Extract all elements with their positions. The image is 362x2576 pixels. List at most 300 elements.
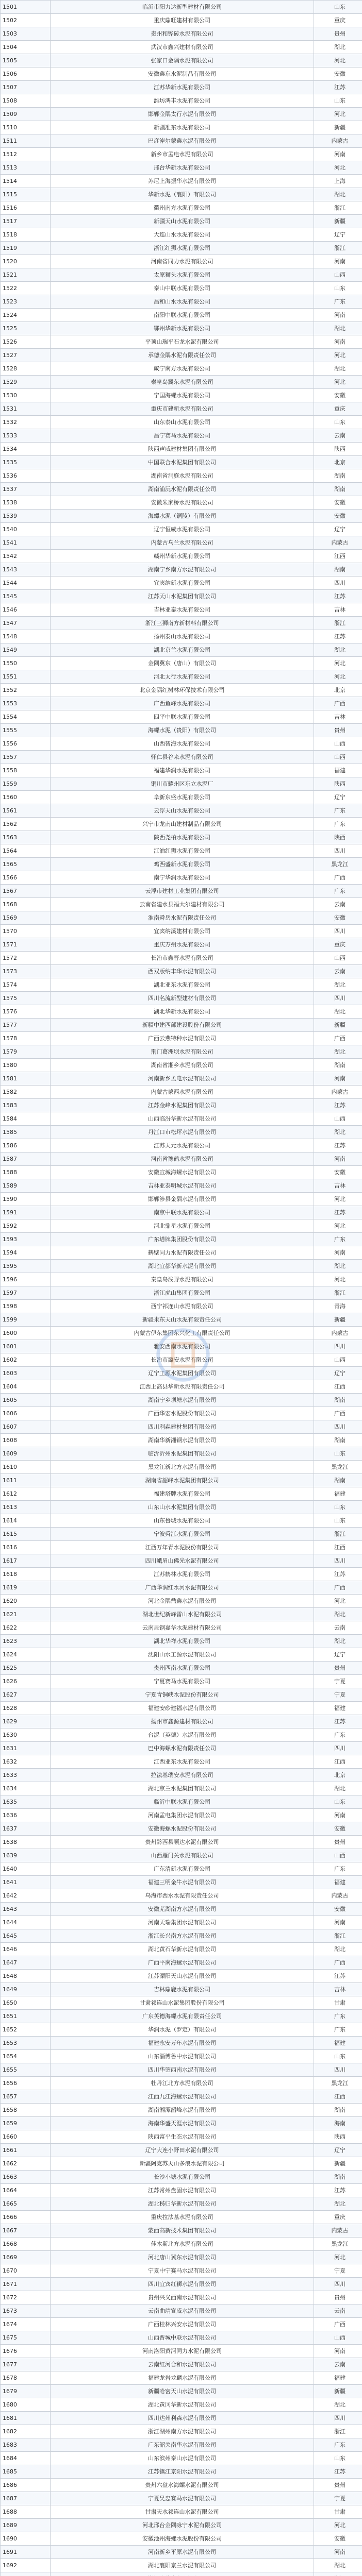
table-row xyxy=(1,322,362,335)
province-cell: 海南 xyxy=(314,2117,362,2130)
row-number-cell: 1671 xyxy=(1,2278,51,2291)
row-number-cell: 1682 xyxy=(1,2425,51,2438)
province-cell: 广西 xyxy=(314,871,362,885)
province-cell: 四川 xyxy=(314,925,362,938)
row-number-cell: 1549 xyxy=(1,643,51,657)
table-row xyxy=(1,590,362,603)
table-row xyxy=(1,965,362,978)
province-cell: 山东 xyxy=(314,282,362,295)
row-number-cell: 1653 xyxy=(1,2037,51,2050)
table-row xyxy=(1,1300,362,1313)
province-cell: 云南 xyxy=(314,2358,362,2371)
company-name-cell: 云浮市建材工业集团有限公司 xyxy=(51,885,314,898)
row-number-cell: 1595 xyxy=(1,1260,51,1273)
row-number-cell: 1519 xyxy=(1,242,51,255)
company-name-cell: 福建安砂建福水泥有限公司 xyxy=(51,1702,314,1715)
table-row xyxy=(1,2291,362,2304)
company-name-cell: 内蒙古蒙西水泥有限公司 xyxy=(51,1086,314,1099)
province-cell: 福建 xyxy=(314,764,362,777)
company-name-cell: 贵州黔西县顺达水泥有限公司 xyxy=(51,1836,314,1849)
row-number-cell: 1649 xyxy=(1,1983,51,1996)
company-name-cell: 巴彦淖尔蒙鑫水泥有限公司 xyxy=(51,134,314,148)
row-number-cell: 1573 xyxy=(1,965,51,978)
province-cell: 辽宁 xyxy=(314,228,362,242)
row-number-cell: 1661 xyxy=(1,2144,51,2157)
row-number-cell: 1614 xyxy=(1,1514,51,1528)
province-cell: 云南 xyxy=(314,2304,362,2318)
table-row xyxy=(1,2184,362,2197)
province-cell: 湖南 xyxy=(314,483,362,496)
company-name-cell: 牡丹江北方水泥有限公司 xyxy=(51,2077,314,2090)
table-row xyxy=(1,81,362,94)
company-name-cell: 江苏常州盘固水泥有限公司 xyxy=(51,2184,314,2197)
row-number-cell: 1545 xyxy=(1,590,51,603)
table-row xyxy=(1,1005,362,1019)
row-number-cell: 1690 xyxy=(1,2532,51,2546)
province-cell: 江苏 xyxy=(314,81,362,94)
row-number-cell: 1523 xyxy=(1,295,51,309)
row-number-cell: 1587 xyxy=(1,1153,51,1166)
table-row xyxy=(1,389,362,402)
row-number-cell: 1553 xyxy=(1,697,51,710)
table-row xyxy=(1,617,362,630)
province-cell: 江苏 xyxy=(314,2184,362,2197)
table-row xyxy=(1,1889,362,1903)
province-cell: 湖南 xyxy=(314,1059,362,1072)
row-number-cell: 1611 xyxy=(1,1474,51,1487)
row-number-cell: 1517 xyxy=(1,215,51,228)
company-name-cell: 新疆哈密天山水泥有限公司 xyxy=(51,2385,314,2398)
table-row xyxy=(1,1929,362,1943)
province-cell: 广东 xyxy=(314,818,362,831)
table-row xyxy=(1,2171,362,2184)
table-row xyxy=(1,630,362,643)
company-name-cell: 浙江长兴南方水泥有限公司 xyxy=(51,1929,314,1943)
table-row xyxy=(1,1112,362,1126)
company-name-cell: 河南孟电集团水泥有限公司 xyxy=(51,1809,314,1822)
province-cell: 湖北 xyxy=(314,362,362,376)
row-number-cell: 1525 xyxy=(1,322,51,335)
row-number-cell: 1509 xyxy=(1,108,51,121)
table-row xyxy=(1,2345,362,2358)
row-number-cell: 1594 xyxy=(1,1246,51,1260)
table-row xyxy=(1,1822,362,1836)
table-row xyxy=(1,1782,362,1795)
company-name-cell: 湖北华祥水泥有限公司 xyxy=(51,1635,314,1648)
province-cell: 山西 xyxy=(314,737,362,751)
row-number-cell: 1604 xyxy=(1,1380,51,1394)
table-row xyxy=(1,2358,362,2371)
company-name-cell: 安徽池州海螺水泥股份有限公司 xyxy=(51,2532,314,2546)
row-number-cell: 1616 xyxy=(1,1541,51,1554)
row-number-cell: 1563 xyxy=(1,831,51,844)
province-cell: 山东 xyxy=(314,1447,362,1461)
province-cell: 河北 xyxy=(314,54,362,67)
table-row xyxy=(1,2050,362,2063)
province-cell: 重庆 xyxy=(314,14,362,27)
company-name-cell: 江苏镇江京阳水泥有限公司 xyxy=(51,2465,314,2479)
province-cell: 山东 xyxy=(314,1795,362,1809)
row-number-cell: 1583 xyxy=(1,1099,51,1112)
company-name-cell: 湖南湘潭韶峰水泥有限公司 xyxy=(51,2104,314,2117)
company-name-cell: 安徽朱家桥水泥有限公司 xyxy=(51,496,314,510)
province-cell: 河北 xyxy=(314,2251,362,2264)
company-name-cell: 张家口金隅水泥有限公司 xyxy=(51,54,314,67)
province-cell: 湖北 xyxy=(314,2559,362,2572)
row-number-cell: 1662 xyxy=(1,2157,51,2171)
table-row xyxy=(1,1876,362,1889)
row-number-cell: 1602 xyxy=(1,1353,51,1367)
province-cell: 山东 xyxy=(314,1501,362,1514)
row-number-cell: 1578 xyxy=(1,1032,51,1045)
company-name-cell: 重庆万州水泥有限公司 xyxy=(51,938,314,952)
table-row xyxy=(1,2130,362,2144)
province-cell: 河南 xyxy=(314,1809,362,1822)
row-number-cell: 1679 xyxy=(1,2385,51,2398)
table-row xyxy=(1,67,362,81)
province-cell: 湖北 xyxy=(314,188,362,201)
table-row xyxy=(1,148,362,161)
row-number-cell: 1574 xyxy=(1,978,51,992)
row-number-cell: 1550 xyxy=(1,657,51,670)
province-cell: 湖北 xyxy=(314,2398,362,2412)
table-row xyxy=(1,1662,362,1675)
table-row xyxy=(1,1394,362,1407)
province-cell: 山西 xyxy=(314,751,362,764)
province-cell: 山东 xyxy=(314,1,362,14)
province-cell: 内蒙古 xyxy=(314,2224,362,2238)
company-name-cell: 湖北世纪新峰雷山水泥有限公司 xyxy=(51,1608,314,1621)
province-cell: 湖北 xyxy=(314,1126,362,1139)
province-cell: 广东 xyxy=(314,1862,362,1876)
table-row xyxy=(1,2104,362,2117)
province-cell: 山东 xyxy=(314,416,362,429)
company-name-cell: 武汉市鑫兴建材有限公司 xyxy=(51,41,314,54)
table-row xyxy=(1,295,362,309)
table-row xyxy=(1,2385,362,2398)
company-name-cell: 秦皇岛冀东水泥有限公司 xyxy=(51,376,314,389)
province-cell: 江苏 xyxy=(314,2465,362,2479)
company-name-cell: 辽宁大连小野田水泥有限公司 xyxy=(51,2144,314,2157)
company-name-cell: 甘肃天水祁连山水泥有限公司 xyxy=(51,2505,314,2519)
row-number-cell: 1601 xyxy=(1,1340,51,1353)
province-cell: 浙江 xyxy=(314,201,362,215)
province-cell: 内蒙古 xyxy=(314,1327,362,1340)
row-number-cell: 1522 xyxy=(1,282,51,295)
table-row xyxy=(1,14,362,27)
province-cell: 湖南 xyxy=(314,1434,362,1447)
table-row xyxy=(1,1675,362,1688)
province-cell: 陕西 xyxy=(314,777,362,791)
table-row xyxy=(1,1755,362,1769)
row-number-cell: 1590 xyxy=(1,1193,51,1206)
table-row xyxy=(1,1983,362,1996)
table-row xyxy=(1,791,362,804)
province-cell: 湖北 xyxy=(314,1635,362,1648)
row-number-cell: 1540 xyxy=(1,523,51,536)
company-name-cell: 吉林亚泰水泥有限公司 xyxy=(51,603,314,617)
row-number-cell: 1666 xyxy=(1,2211,51,2224)
table-row xyxy=(1,978,362,992)
row-number-cell: 1620 xyxy=(1,1595,51,1608)
table-row xyxy=(1,1795,362,1809)
row-number-cell: 1561 xyxy=(1,804,51,818)
table-row xyxy=(1,1541,362,1554)
province-cell: 四川 xyxy=(314,1420,362,1434)
company-name-cell: 山东滨州泰山水泥有限公司 xyxy=(51,2452,314,2465)
row-number-cell: 1552 xyxy=(1,684,51,697)
province-cell: 宁夏 xyxy=(314,2264,362,2278)
company-name-cell: 北京金隅红树林环保技术有限公司 xyxy=(51,684,314,697)
row-number-cell: 1508 xyxy=(1,94,51,108)
table-row xyxy=(1,1286,362,1300)
row-number-cell: 1593 xyxy=(1,1233,51,1246)
company-name-cell: 平顶山瑞平石龙水泥有限公司 xyxy=(51,335,314,349)
company-name-cell: 云南曲靖宣威水泥有限公司 xyxy=(51,2304,314,2318)
row-number-cell: 1656 xyxy=(1,2077,51,2090)
company-name-cell: 江西亚东水泥有限公司 xyxy=(51,1755,314,1769)
company-name-cell: 江苏金峰水泥集团有限公司 xyxy=(51,1099,314,1112)
company-name-cell: 湖南省洞庭水泥有限公司 xyxy=(51,469,314,483)
company-name-cell: 安徽宣城海螺水泥有限公司 xyxy=(51,1166,314,1179)
company-name-cell: 宜宾纳溪建材有限公司 xyxy=(51,925,314,938)
company-name-cell: 广西华宏水泥股份有限公司 xyxy=(51,1407,314,1420)
company-name-cell: 湖北宜都华新水泥有限公司 xyxy=(51,1260,314,1273)
row-number-cell xyxy=(1,2572,51,2576)
row-number-cell: 1501 xyxy=(1,1,51,14)
table-row xyxy=(1,804,362,818)
row-number-cell: 1546 xyxy=(1,603,51,617)
province-cell: 江西 xyxy=(314,1541,362,1554)
province-cell: 山东 xyxy=(314,94,362,108)
row-number-cell: 1689 xyxy=(1,2519,51,2532)
company-name-cell: 宁夏吴忠赛马水泥有限公司 xyxy=(51,2492,314,2505)
table-row xyxy=(1,1246,362,1260)
company-name-cell: 长沙小塘水泥有限公司 xyxy=(51,2171,314,2184)
company-name-cell: 西宁祁连山水泥有限公司 xyxy=(51,1300,314,1313)
table-row xyxy=(1,1233,362,1246)
row-number-cell: 1556 xyxy=(1,737,51,751)
company-name-cell: 重庆拉法基水泥有限公司 xyxy=(51,2211,314,2224)
company-name-cell: 河南新乡孟电水泥有限公司 xyxy=(51,1072,314,1086)
row-number-cell: 1648 xyxy=(1,1970,51,1983)
company-name-cell: 浙江红狮水泥有限公司 xyxy=(51,242,314,255)
row-number-cell: 1534 xyxy=(1,443,51,456)
row-number-cell: 1639 xyxy=(1,1849,51,1862)
company-name-cell: 西双版纳丰华水泥有限公司 xyxy=(51,965,314,978)
company-name-cell: 四平中联水泥有限公司 xyxy=(51,710,314,724)
row-number-cell: 1520 xyxy=(1,255,51,268)
company-name-cell: 巴中海螺水泥有限责任公司 xyxy=(51,1742,314,1755)
province-cell: 江西 xyxy=(314,1380,362,1394)
company-name-cell: 广西云燕特种水泥有限公司 xyxy=(51,1032,314,1045)
table-row xyxy=(1,121,362,134)
province-cell: 陕西 xyxy=(314,2130,362,2144)
table-row xyxy=(1,215,362,228)
row-number-cell: 1576 xyxy=(1,1005,51,1019)
province-cell: 福建 xyxy=(314,1702,362,1715)
row-number-cell: 1518 xyxy=(1,228,51,242)
table-row xyxy=(1,335,362,349)
province-cell: 贵州 xyxy=(314,2479,362,2492)
province-cell: 湖北 xyxy=(314,643,362,657)
table-row xyxy=(1,911,362,925)
table-row xyxy=(1,952,362,965)
company-name-cell: 扬州泰山水泥有限公司 xyxy=(51,630,314,643)
company-name-cell: 福建永安万年水泥有限公司 xyxy=(51,2037,314,2050)
table-row xyxy=(1,1313,362,1327)
company-name-cell: 河北鼎星水泥有限公司 xyxy=(51,1219,314,1233)
table-row xyxy=(1,2331,362,2345)
company-name-cell: 苏尼上海振华水泥有限公司 xyxy=(51,175,314,188)
province-cell: 湖北 xyxy=(314,1782,362,1795)
table-row xyxy=(1,1474,362,1487)
company-name-cell: 宁夏中宁赛马水泥有限公司 xyxy=(51,2264,314,2278)
row-number-cell: 1585 xyxy=(1,1126,51,1139)
table-row xyxy=(1,1219,362,1233)
company-name-cell: 拉法基瑞安水泥有限公司 xyxy=(51,1769,314,1782)
province-cell: 北京 xyxy=(314,684,362,697)
table-row xyxy=(1,858,362,871)
table-row xyxy=(1,54,362,67)
province-cell: 吉林 xyxy=(314,603,362,617)
table-row xyxy=(1,818,362,831)
row-number-cell: 1606 xyxy=(1,1407,51,1420)
province-cell: 福建 xyxy=(314,1487,362,1501)
company-name-cell: 贵州兴义西南水泥有限公司 xyxy=(51,2291,314,2304)
province-cell: 福建 xyxy=(314,1876,362,1889)
row-number-cell: 1569 xyxy=(1,911,51,925)
table-row xyxy=(1,751,362,764)
company-name-cell: 河北唐山冀东水泥有限公司 xyxy=(51,2251,314,2264)
company-name-cell: 四川华蓥西南水泥有限公司 xyxy=(51,2063,314,2077)
province-cell: 广东 xyxy=(314,2010,362,2023)
row-number-cell: 1659 xyxy=(1,2117,51,2130)
table-row xyxy=(1,1193,362,1206)
province-cell: 湖南 xyxy=(314,1474,362,1487)
province-cell: 湖北 xyxy=(314,1005,362,1019)
province-cell: 贵州 xyxy=(314,27,362,41)
company-name-cell: 江苏鹤林水泥有限公司 xyxy=(51,1568,314,1581)
company-name-cell: 临沂沂州水泥集团有限公司 xyxy=(51,1447,314,1461)
province-cell: 河南 xyxy=(314,2345,362,2358)
company-name-cell: 华润水泥（罗定）有限公司 xyxy=(51,2023,314,2037)
province-cell: 河北 xyxy=(314,1273,362,1286)
company-name-cell: 河北邢台金隅咏宁水泥有限公司 xyxy=(51,2519,314,2532)
company-name-cell: 广东清新水泥有限公司 xyxy=(51,1862,314,1876)
table-row xyxy=(1,1099,362,1112)
province-cell: 江苏 xyxy=(314,630,362,643)
company-name-cell: 云南昆钢嘉华水泥建材有限公司 xyxy=(51,1621,314,1635)
row-number-cell: 1567 xyxy=(1,885,51,898)
table-row xyxy=(1,1996,362,2010)
table-row xyxy=(1,523,362,536)
province-cell: 吉林 xyxy=(314,1179,362,1193)
row-number-cell: 1538 xyxy=(1,496,51,510)
row-number-cell: 1665 xyxy=(1,2197,51,2211)
province-cell: 安徽 xyxy=(314,2532,362,2546)
table-row xyxy=(1,2572,362,2576)
row-number-cell: 1557 xyxy=(1,751,51,764)
row-number-cell: 1644 xyxy=(1,1916,51,1929)
row-number-cell: 1677 xyxy=(1,2358,51,2371)
company-name-cell: 新乡市孟电水泥有限公司 xyxy=(51,148,314,161)
province-cell: 安徽 xyxy=(314,1822,362,1836)
company-name-cell: 怀仁县谷来水泥有限公司 xyxy=(51,751,314,764)
company-name-cell: 重庆市建新水泥有限公司 xyxy=(51,402,314,416)
province-cell: 辽宁 xyxy=(314,523,362,536)
row-number-cell: 1684 xyxy=(1,2452,51,2465)
table-row xyxy=(1,255,362,268)
table-row xyxy=(1,1,362,14)
company-name-cell: 邯郸涉县金隅水泥有限公司 xyxy=(51,1193,314,1206)
row-number-cell: 1692 xyxy=(1,2559,51,2572)
row-number-cell: 1633 xyxy=(1,1769,51,1782)
company-name-cell: 湖南宁乡坝塘水泥有限公司 xyxy=(51,1394,314,1407)
table-row xyxy=(1,2371,362,2385)
province-cell: 江西 xyxy=(314,2090,362,2104)
table-row xyxy=(1,1059,362,1072)
table-row xyxy=(1,1903,362,1916)
table-row xyxy=(1,2438,362,2452)
row-number-cell: 1539 xyxy=(1,510,51,523)
company-name-cell: 泰山中联水泥有限公司 xyxy=(51,282,314,295)
table-row xyxy=(1,670,362,684)
table-row xyxy=(1,456,362,469)
company-name-cell: 贵州和铧砖水泥有限公司 xyxy=(51,27,314,41)
row-number-cell: 1529 xyxy=(1,376,51,389)
table-row xyxy=(1,2278,362,2291)
row-number-cell: 1544 xyxy=(1,577,51,590)
table-row xyxy=(1,1742,362,1755)
table-row xyxy=(1,831,362,844)
company-name-cell: 湖南省韶峰水泥集团有限公司 xyxy=(51,1474,314,1487)
company-name-cell: 昌宁赛马水泥有限公司 xyxy=(51,429,314,443)
row-number-cell: 1559 xyxy=(1,777,51,791)
table-row xyxy=(1,1206,362,1219)
row-number-cell: 1652 xyxy=(1,2023,51,2037)
company-name-cell: 江西上高县华新水泥有限责任公司 xyxy=(51,1380,314,1394)
company-name-cell: 华新水泥（襄阳）有限公司 xyxy=(51,188,314,201)
province-cell: 四川 xyxy=(314,1340,362,1353)
company-name-cell: 广东英德海螺水泥有限责任公司 xyxy=(51,2010,314,2023)
province-cell: 山西 xyxy=(314,1849,362,1862)
province-cell: 山东 xyxy=(314,2452,362,2465)
province-cell xyxy=(314,2572,362,2576)
company-name-cell: 湖北京兰水泥有限公司 xyxy=(51,643,314,657)
province-cell: 河南 xyxy=(314,1153,362,1166)
table-row xyxy=(1,483,362,496)
row-number-cell: 1592 xyxy=(1,1219,51,1233)
row-number-cell: 1676 xyxy=(1,2345,51,2358)
row-number-cell: 1640 xyxy=(1,1862,51,1876)
province-cell: 湖北 xyxy=(314,1260,362,1273)
row-number-cell: 1536 xyxy=(1,469,51,483)
company-name-cell: 中国联合水泥集团有限公司 xyxy=(51,456,314,469)
row-number-cell: 1515 xyxy=(1,188,51,201)
province-cell: 浙江 xyxy=(314,1929,362,1943)
row-number-cell: 1603 xyxy=(1,1367,51,1380)
province-cell: 山西 xyxy=(314,1112,362,1126)
table-row xyxy=(1,2197,362,2211)
company-name-cell: 淮南舜岳水泥有限责任公司 xyxy=(51,911,314,925)
table-row xyxy=(1,1528,362,1541)
province-cell: 重庆 xyxy=(314,2211,362,2224)
table-row xyxy=(1,2023,362,2037)
province-cell: 江苏 xyxy=(314,1099,362,1112)
table-row xyxy=(1,1139,362,1153)
company-name-cell: 咸宁南方水泥有限公司 xyxy=(51,362,314,376)
